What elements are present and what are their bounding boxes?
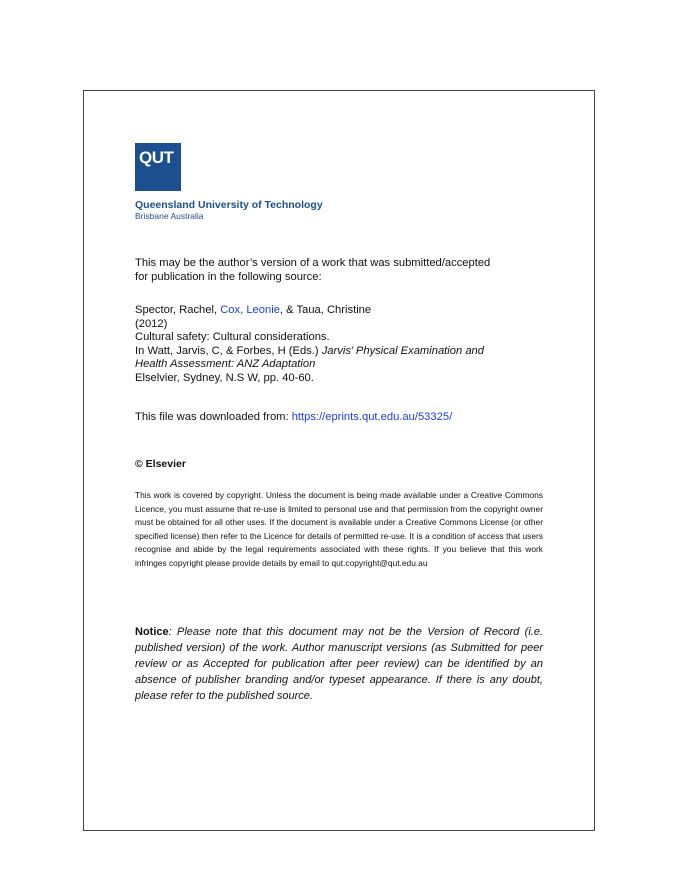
citation-editors <box>135 345 543 359</box>
license-paragraph: This work is covered by copyright. Unless the document is being made available under a Creative Commons Licence, you must assume that re-use is limited to personal use and that permission from the copyright owner must be obtained for all other uses. If the document is available under a Creative Commons License (or other specified license) then refer to the Licence for details of permitted re-use. It is a condition of access that users recognise and abide by the legal requirements associated with these rights. If you believe that this work infringes copyright please provide details by email to qut.copyright@qut.edu.au <box>135 490 543 568</box>
download-text <box>135 411 543 425</box>
intro-line-2: for publication in the following source: <box>135 270 322 283</box>
notice-text: : Please note that this document may not be the Version of Record (i.e. published version) of the work. Author manuscript versions (as Submitted for peer review or as Accepted for publication after peer review) can be identified by an absence of publisher branding and/or typeset appearance. If there is any doubt, please refer to the published source. <box>135 626 543 702</box>
citation-title: Cultural safety: Cultural considerations. <box>135 331 330 344</box>
editors-prefix: In Watt, Jarvis, C, & Forbes, H (Eds.) <box>135 344 322 357</box>
authors-prefix: Spector, Rachel, <box>135 304 221 316</box>
qut-logo-text: QUT <box>139 148 174 167</box>
book-title-line-2: Health Assessment: ANZ Adaptation <box>135 358 316 371</box>
intro-line-1: This may be the author’s version of a work that was submitted/accepted <box>135 257 491 269</box>
download-prefix: This file was downloaded from: <box>135 411 292 423</box>
notice-paragraph <box>135 624 543 704</box>
book-title-line-1: Jarvis’ Physical Examination and <box>321 344 484 357</box>
university-name: Queensland University of Technology <box>135 199 323 211</box>
citation-publisher: Elselvier, Sydney, N.S W, pp. 40-60. <box>135 371 314 384</box>
university-location: Brisbane Australia <box>135 211 204 221</box>
copyright-holder: © Elsevier <box>135 458 186 470</box>
author-link[interactable]: Cox, Leonie <box>220 304 280 316</box>
notice-label: Notice <box>135 626 169 638</box>
download-line <box>135 411 543 425</box>
download-url-link[interactable]: https://eprints.qut.edu.au/53325/ <box>291 411 453 423</box>
qut-logo <box>135 143 181 191</box>
citation-year: (2012) <box>135 317 168 330</box>
citation <box>135 304 543 386</box>
authors-suffix: , & Taua, Christine <box>279 304 372 316</box>
intro-text <box>135 257 543 284</box>
citation-authors <box>135 304 543 318</box>
